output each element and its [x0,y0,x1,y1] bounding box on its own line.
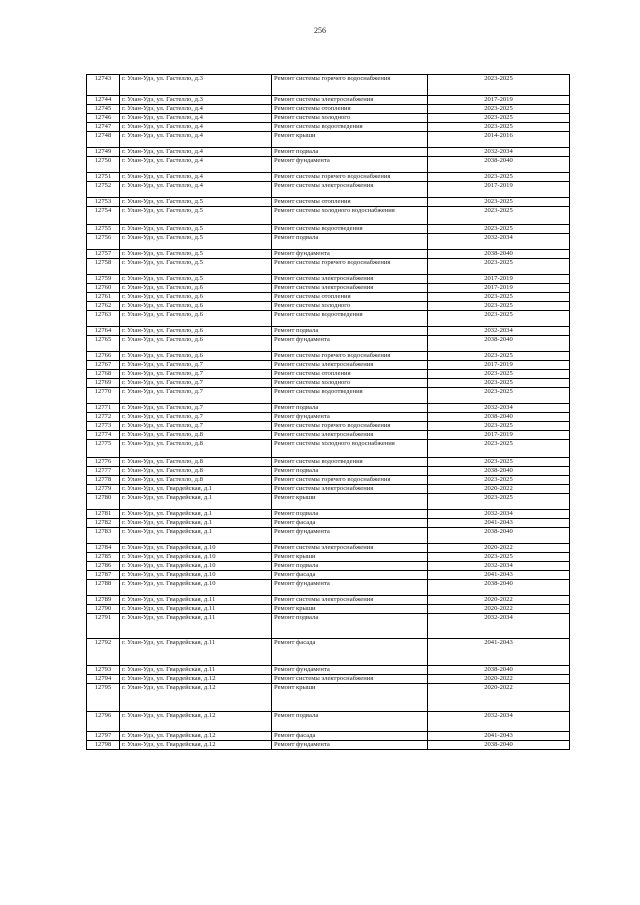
work-type-cell: Ремонт системы холодного [272,114,428,122]
period-cell: 2038-2040 [484,580,513,587]
period-cell: 2017-2019 [484,275,513,282]
period-cell: 2032-2034 [484,404,513,411]
work-type-cell: Ремонт системы холодного водоснабжения [272,207,428,224]
table-row [87,527,569,543]
row-id-cell: 12766 [87,352,120,360]
row-id-cell: 12790 [87,605,120,613]
address-cell: г. Улан-Удэ, ул. Гастелло, д.5 [120,225,272,233]
address-cell: г. Улан-Удэ, ул. Гастелло, д.5 [120,198,272,206]
table-row [87,351,569,360]
work-type-cell: Ремонт системы электроснабжения [272,431,428,439]
period-cell: 2038-2040 [484,336,513,343]
address-cell: г. Улан-Удэ, ул. Гастелло, д.5 [120,259,272,274]
address-cell: г. Улан-Удэ, ул. Гастелло, д.6 [120,327,272,335]
period-cell: 2020-2022 [484,684,513,691]
page-number: 256 [314,26,326,35]
row-id-cell: 12784 [87,544,120,552]
address-cell: г. Улан-Удэ, ул. Гастелло, д.6 [120,352,272,360]
row-id-cell: 12772 [87,413,120,421]
address-cell: г. Улан-Удэ, ул. Гвардейская, д.12 [120,741,272,749]
table-row [87,95,569,104]
work-type-cell: Ремонт системы электроснабжения [272,275,428,283]
address-cell: г. Улан-Удэ, ул. Гвардейская, д.10 [120,553,272,561]
table-row [87,369,569,378]
row-id-cell: 12795 [87,684,120,711]
address-cell: г. Улан-Удэ, ул. Гвардейская, д.1 [120,494,272,509]
work-type-cell: Ремонт системы горячего водоснабжения [272,352,428,360]
address-cell: г. Улан-Удэ, ул. Гвардейская, д.10 [120,544,272,552]
table-row [87,387,569,403]
table-row [87,172,569,181]
address-cell: г. Улан-Удэ, ул. Гастелло, д.5 [120,275,272,283]
period-cell: 2023-2025 [484,123,513,130]
period-cell: 2032-2034 [484,327,513,334]
table-row [87,421,569,430]
period-cell: 2020-2022 [484,675,513,682]
table-row [87,122,569,131]
row-id-cell: 12794 [87,675,120,683]
work-type-cell: Ремонт системы водоотведения [272,225,428,233]
table-row [87,518,569,527]
work-type-cell: Ремонт системы водоотведения [272,388,428,403]
work-type-cell: Ремонт подвала [272,327,428,335]
work-type-cell: Ремонт системы холодного [272,379,428,387]
work-type-cell: Ремонт системы электроснабжения [272,544,428,552]
address-cell: г. Улан-Удэ, ул. Гастелло, д.5 [120,250,272,258]
row-id-cell: 12750 [87,157,120,172]
period-cell: 2038-2040 [484,666,513,673]
address-cell: г. Улан-Удэ, ул. Гастелло, д.7 [120,422,272,430]
work-type-cell: Ремонт системы горячего водоснабжения [272,75,428,95]
period-cell: 2032-2034 [484,614,513,621]
period-cell: 2023-2025 [484,105,513,112]
address-cell: г. Улан-Удэ, ул. Гастелло, д.6 [120,302,272,310]
table-row [87,430,569,439]
table-row [87,579,569,595]
table-row [87,292,569,301]
table-row [87,475,569,484]
row-id-cell: 12749 [87,148,120,156]
period-cell: 2032-2034 [484,510,513,517]
work-type-cell: Ремонт системы водоотведения [272,123,428,131]
address-cell: г. Улан-Удэ, ул. Гастелло, д.8 [120,440,272,457]
work-type-cell: Ремонт фасада [272,732,428,740]
period-cell: 2023-2025 [484,494,513,501]
row-id-cell: 12744 [87,96,120,104]
address-cell: г. Улан-Удэ, ул. Гастелло, д.5 [120,234,272,249]
table-row [87,310,569,326]
period-cell: 2017-2019 [484,182,513,189]
address-cell: г. Улан-Удэ, ул. Гастелло, д.7 [120,388,272,403]
table-row [87,543,569,552]
table-row [87,249,569,258]
table-row [87,439,569,457]
period-cell: 2023-2025 [484,422,513,429]
work-type-cell: Ремонт фундамента [272,741,428,749]
table-row [87,595,569,604]
table-row [87,731,569,740]
work-type-cell: Ремонт фасада [272,571,428,579]
address-cell: г. Улан-Удэ, ул. Гастелло, д.8 [120,431,272,439]
address-cell: г. Улан-Удэ, ул. Гвардейская, д.12 [120,712,272,731]
table-row [87,378,569,387]
period-cell: 2041-2043 [484,639,513,646]
work-type-cell: Ремонт фундамента [272,413,428,421]
work-type-cell: Ремонт системы горячего водоснабжения [272,173,428,181]
table-row [87,131,569,147]
work-type-cell: Ремонт подвала [272,148,428,156]
period-cell: 2032-2034 [484,562,513,569]
row-id-cell: 12797 [87,732,120,740]
row-id-cell: 12765 [87,336,120,351]
work-type-cell: Ремонт системы электроснабжения [272,675,428,683]
address-cell: г. Улан-Удэ, ул. Гастелло, д.4 [120,105,272,113]
period-cell: 2023-2025 [484,352,513,359]
address-cell: г. Улан-Удэ, ул. Гвардейская, д.10 [120,580,272,595]
table-row [87,326,569,335]
row-id-cell: 12759 [87,275,120,283]
period-cell: 2020-2022 [484,544,513,551]
work-type-cell: Ремонт фундамента [272,580,428,595]
row-id-cell: 12791 [87,614,120,638]
work-type-cell: Ремонт подвала [272,614,428,638]
address-cell: г. Улан-Удэ, ул. Гастелло, д.7 [120,413,272,421]
address-cell: г. Улан-Удэ, ул. Гастелло, д.4 [120,173,272,181]
row-id-cell: 12789 [87,596,120,604]
row-id-cell: 12755 [87,225,120,233]
row-id-cell: 12769 [87,379,120,387]
work-type-cell: Ремонт системы электроснабжения [272,361,428,369]
work-type-cell: Ремонт фундамента [272,157,428,172]
address-cell: г. Улан-Удэ, ул. Гвардейская, д.11 [120,614,272,638]
table-row [87,665,569,674]
row-id-cell: 12796 [87,712,120,731]
table-row [87,484,569,493]
period-cell: 2020-2022 [484,596,513,603]
period-cell: 2038-2040 [484,741,513,748]
table-row [87,156,569,172]
period-cell: 2023-2025 [484,259,513,266]
period-cell: 2038-2040 [484,413,513,420]
period-cell: 2038-2040 [484,157,513,164]
address-cell: г. Улан-Удэ, ул. Гвардейская, д.10 [120,562,272,570]
row-id-cell: 12753 [87,198,120,206]
row-id-cell: 12743 [87,75,120,95]
row-id-cell: 12764 [87,327,120,335]
address-cell: г. Улан-Удэ, ул. Гастелло, д.8 [120,458,272,466]
row-id-cell: 12756 [87,234,120,249]
period-cell: 2032-2034 [484,148,513,155]
table-row [87,113,569,122]
row-id-cell: 12778 [87,476,120,484]
table-row [87,274,569,283]
work-type-cell: Ремонт системы электроснабжения [272,182,428,197]
row-id-cell: 12783 [87,528,120,543]
work-type-cell: Ремонт системы холодного водоснабжения [272,440,428,457]
table-row [87,301,569,310]
table-row [87,233,569,249]
work-type-cell: Ремонт фасада [272,639,428,665]
row-id-cell: 12748 [87,132,120,147]
table-row [87,412,569,421]
period-cell: 2023-2025 [484,207,513,214]
period-cell: 2038-2040 [484,467,513,474]
row-id-cell: 12757 [87,250,120,258]
table-row [87,552,569,561]
period-cell: 2041-2043 [484,519,513,526]
period-cell: 2023-2025 [484,293,513,300]
period-cell: 2017-2019 [484,361,513,368]
row-id-cell: 12774 [87,431,120,439]
period-cell: 2032-2034 [484,712,513,719]
period-cell: 2023-2025 [484,476,513,483]
work-type-cell: Ремонт системы горячего водоснабжения [272,476,428,484]
row-id-cell: 12746 [87,114,120,122]
period-cell: 2020-2022 [484,485,513,492]
address-cell: г. Улан-Удэ, ул. Гвардейская, д.11 [120,666,272,674]
address-cell: г. Улан-Удэ, ул. Гастелло, д.6 [120,311,272,326]
period-cell: 2023-2025 [484,370,513,377]
work-type-cell: Ремонт подвала [272,234,428,249]
table-row [87,493,569,509]
address-cell: г. Улан-Удэ, ул. Гастелло, д.7 [120,370,272,378]
address-cell: г. Улан-Удэ, ул. Гастелло, д.6 [120,293,272,301]
address-cell: г. Улан-Удэ, ул. Гастелло, д.4 [120,148,272,156]
row-id-cell: 12782 [87,519,120,527]
work-type-cell: Ремонт фундамента [272,666,428,674]
table-row [87,613,569,638]
address-cell: г. Улан-Удэ, ул. Гастелло, д.3 [120,75,272,95]
work-type-cell: Ремонт подвала [272,510,428,518]
period-cell: 2038-2040 [484,528,513,535]
row-id-cell: 12763 [87,311,120,326]
table-row [87,457,569,466]
table-row [87,674,569,683]
period-cell: 2023-2025 [484,75,513,82]
table-row [87,604,569,613]
work-type-cell: Ремонт крыши [272,494,428,509]
work-type-cell: Ремонт системы горячего водоснабжения [272,259,428,274]
address-cell: г. Улан-Удэ, ул. Гвардейская, д.11 [120,639,272,665]
period-cell: 2023-2025 [484,302,513,309]
address-cell: г. Улан-Удэ, ул. Гвардейская, д.12 [120,732,272,740]
row-id-cell: 12785 [87,553,120,561]
table-row [87,104,569,113]
address-cell: г. Улан-Удэ, ул. Гастелло, д.8 [120,476,272,484]
work-type-cell: Ремонт крыши [272,132,428,147]
period-cell: 2041-2043 [484,732,513,739]
row-id-cell: 12760 [87,284,120,292]
address-cell: г. Улан-Удэ, ул. Гвардейская, д.12 [120,684,272,711]
table-row [87,335,569,351]
work-type-cell: Ремонт системы холодного [272,302,428,310]
address-cell: г. Улан-Удэ, ул. Гастелло, д.6 [120,284,272,292]
table-row [87,683,569,711]
address-cell: г. Улан-Удэ, ул. Гастелло, д.7 [120,379,272,387]
table-row [87,638,569,665]
period-cell: 2032-2034 [484,234,513,241]
period-cell: 2023-2025 [484,225,513,232]
period-cell: 2017-2019 [484,284,513,291]
table-row [87,711,569,731]
row-id-cell: 12775 [87,440,120,457]
work-type-cell: Ремонт крыши [272,684,428,711]
row-id-cell: 12762 [87,302,120,310]
period-cell: 2023-2025 [484,311,513,318]
address-cell: г. Улан-Удэ, ул. Гастелло, д.4 [120,123,272,131]
row-id-cell: 12793 [87,666,120,674]
address-cell: г. Улан-Удэ, ул. Гастелло, д.4 [120,114,272,122]
work-type-cell: Ремонт крыши [272,605,428,613]
period-cell: 2023-2025 [484,440,513,447]
work-type-cell: Ремонт фасада [272,519,428,527]
work-type-cell: Ремонт системы отопления [272,198,428,206]
work-type-cell: Ремонт системы электроснабжения [272,485,428,493]
row-id-cell: 12780 [87,494,120,509]
period-cell: 2023-2025 [484,114,513,121]
address-cell: г. Улан-Удэ, ул. Гвардейская, д.12 [120,675,272,683]
row-id-cell: 12761 [87,293,120,301]
row-id-cell: 12771 [87,404,120,412]
work-type-cell: Ремонт системы электроснабжения [272,96,428,104]
table-row [87,224,569,233]
work-type-cell: Ремонт системы отопления [272,370,428,378]
address-cell: г. Улан-Удэ, ул. Гастелло, д.4 [120,157,272,172]
table-row [87,570,569,579]
table-row [87,466,569,475]
period-cell: 2014-2016 [484,132,513,139]
table-row [87,283,569,292]
row-id-cell: 12787 [87,571,120,579]
address-cell: г. Улан-Удэ, ул. Гвардейская, д.10 [120,571,272,579]
row-id-cell: 12786 [87,562,120,570]
period-cell: 2023-2025 [484,379,513,386]
row-id-cell: 12751 [87,173,120,181]
address-cell: г. Улан-Удэ, ул. Гастелло, д.4 [120,132,272,147]
row-id-cell: 12770 [87,388,120,403]
table-row [87,258,569,274]
period-cell: 2023-2025 [484,198,513,205]
table-row [87,360,569,369]
period-cell: 2038-2040 [484,250,513,257]
table-row [87,75,569,95]
work-type-cell: Ремонт системы водоотведения [272,458,428,466]
address-cell: г. Улан-Удэ, ул. Гвардейская, д.1 [120,510,272,518]
work-type-cell: Ремонт подвала [272,404,428,412]
row-id-cell: 12781 [87,510,120,518]
table-row [87,181,569,197]
works-table [86,74,570,750]
work-type-cell: Ремонт системы горячего водоснабжения [272,422,428,430]
table-row [87,509,569,518]
period-cell: 2023-2025 [484,173,513,180]
row-id-cell: 12754 [87,207,120,224]
row-id-cell: 12788 [87,580,120,595]
period-cell: 2017-2019 [484,96,513,103]
period-cell: 2041-2043 [484,571,513,578]
work-type-cell: Ремонт подвала [272,712,428,731]
row-id-cell: 12752 [87,182,120,197]
work-type-cell: Ремонт системы отопления [272,293,428,301]
table-row [87,561,569,570]
row-id-cell: 12747 [87,123,120,131]
period-cell: 2020-2022 [484,605,513,612]
address-cell: г. Улан-Удэ, ул. Гастелло, д.8 [120,467,272,475]
address-cell: г. Улан-Удэ, ул. Гастелло, д.4 [120,182,272,197]
work-type-cell: Ремонт системы электроснабжения [272,596,428,604]
period-cell: 2017-2019 [484,431,513,438]
row-id-cell: 12767 [87,361,120,369]
address-cell: г. Улан-Удэ, ул. Гвардейская, д.11 [120,596,272,604]
row-id-cell: 12779 [87,485,120,493]
work-type-cell: Ремонт системы отопления [272,105,428,113]
row-id-cell: 12773 [87,422,120,430]
work-type-cell: Ремонт системы электроснабжения [272,284,428,292]
table-row [87,740,569,749]
period-cell: 2023-2025 [484,553,513,560]
work-type-cell: Ремонт фундамента [272,336,428,351]
address-cell: г. Улан-Удэ, ул. Гастелло, д.7 [120,361,272,369]
row-id-cell: 12758 [87,259,120,274]
period-cell: 2023-2025 [484,458,513,465]
address-cell: г. Улан-Удэ, ул. Гвардейская, д.1 [120,519,272,527]
table-row [87,206,569,224]
work-type-cell: Ремонт подвала [272,562,428,570]
row-id-cell: 12768 [87,370,120,378]
work-type-cell: Ремонт крыши [272,553,428,561]
table-row [87,147,569,156]
address-cell: г. Улан-Удэ, ул. Гвардейская, д.1 [120,485,272,493]
address-cell: г. Улан-Удэ, ул. Гастелло, д.7 [120,404,272,412]
table-row [87,403,569,412]
address-cell: г. Улан-Удэ, ул. Гвардейская, д.11 [120,605,272,613]
address-cell: г. Улан-Удэ, ул. Гастелло, д.6 [120,336,272,351]
row-id-cell: 12745 [87,105,120,113]
work-type-cell: Ремонт фундамента [272,250,428,258]
address-cell: г. Улан-Удэ, ул. Гвардейская, д.1 [120,528,272,543]
row-id-cell: 12777 [87,467,120,475]
work-type-cell: Ремонт подвала [272,467,428,475]
address-cell: г. Улан-Удэ, ул. Гастелло, д.5 [120,207,272,224]
row-id-cell: 12776 [87,458,120,466]
row-id-cell: 12792 [87,639,120,665]
period-cell: 2023-2025 [484,388,513,395]
table-row [87,197,569,206]
address-cell: г. Улан-Удэ, ул. Гастелло, д.3 [120,96,272,104]
row-id-cell: 12798 [87,741,120,749]
work-type-cell: Ремонт системы водоотведения [272,311,428,326]
work-type-cell: Ремонт фундамента [272,528,428,543]
